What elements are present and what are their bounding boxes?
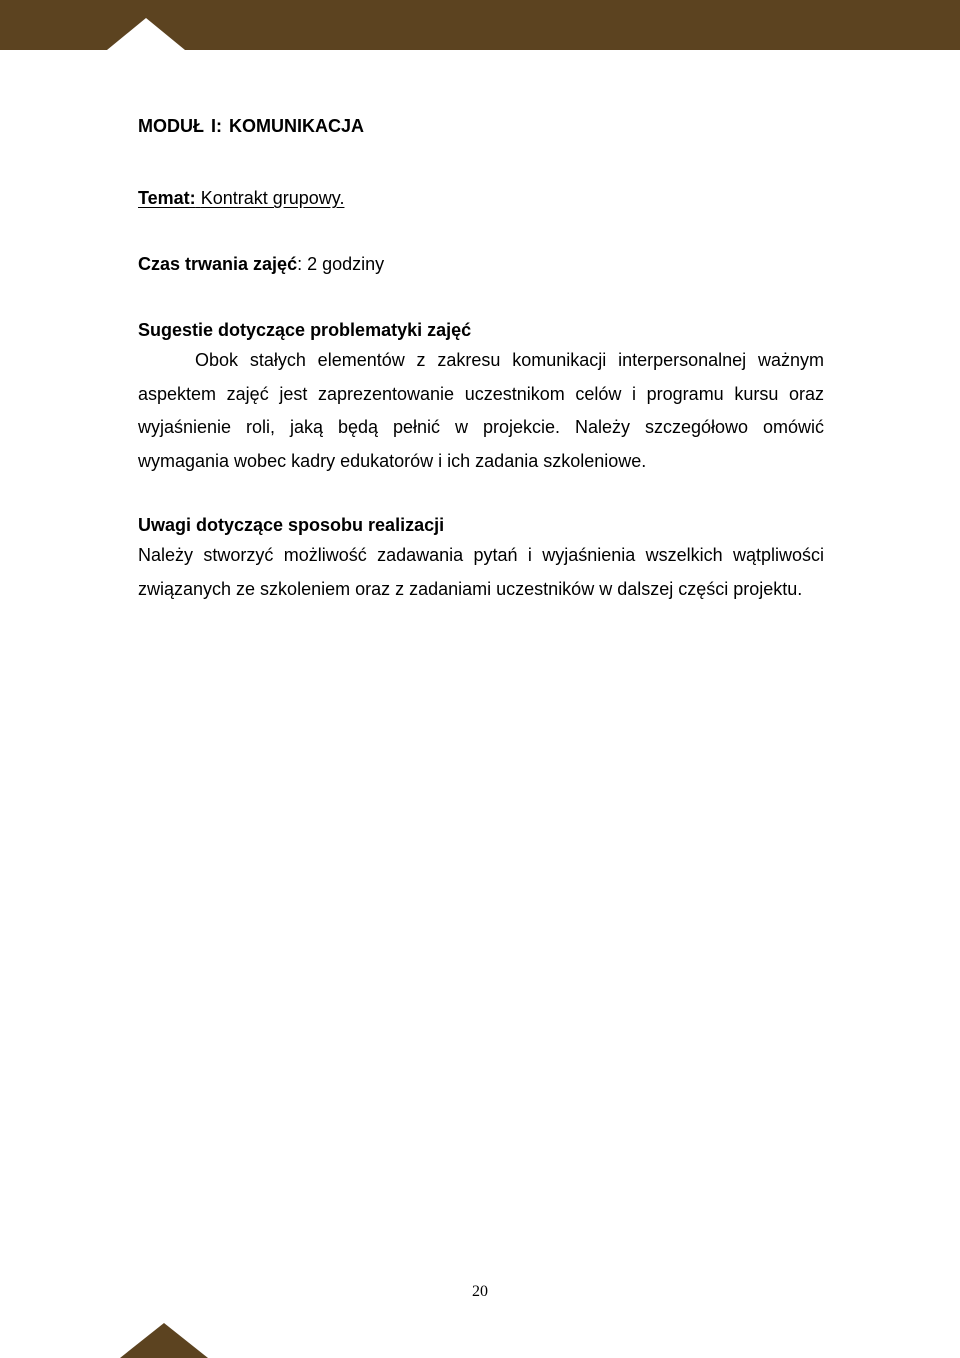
footer-triangle — [120, 1323, 208, 1358]
remarks-heading: Uwagi dotyczące sposobu realizacji — [138, 515, 445, 535]
suggestions-heading: Sugestie dotyczące problematyki zajęć — [138, 320, 472, 340]
suggestions-section — [138, 316, 824, 478]
topic-label: Temat: — [138, 188, 196, 208]
topic-line — [138, 184, 824, 212]
duration-line — [138, 250, 824, 278]
module-title: MODUŁ I: KOMUNIKACJA — [138, 116, 364, 136]
page-content — [138, 112, 824, 606]
duration-value: : 2 godziny — [297, 254, 385, 274]
remarks-section — [138, 511, 824, 606]
page-number: 20 — [472, 1283, 488, 1300]
footer-ornament — [0, 1320, 960, 1358]
duration-label: Czas trwania zajęć — [138, 254, 298, 274]
header-band — [0, 0, 960, 50]
suggestions-paragraph: Obok stałych elementów z zakresu komunikacji interpersonalnej ważnym aspektem zajęć jest zaprezentowanie uczestnikom celów i programu kursu oraz wyjaśnienie roli, jaką będą pełnić w projekcie. Należy szczegółowo omówić wymagania wobec kadry edukatorów i ich zadania szkoleniowe. — [138, 350, 824, 471]
topic-value: Kontrakt grupowy. — [200, 188, 345, 208]
remarks-paragraph: Należy stworzyć możliwość zadawania pytań i wyjaśnienia wszelkich wątpliwości związanych ze szkoleniem oraz z zadaniami uczestników w dalszej części projektu. — [138, 545, 824, 599]
